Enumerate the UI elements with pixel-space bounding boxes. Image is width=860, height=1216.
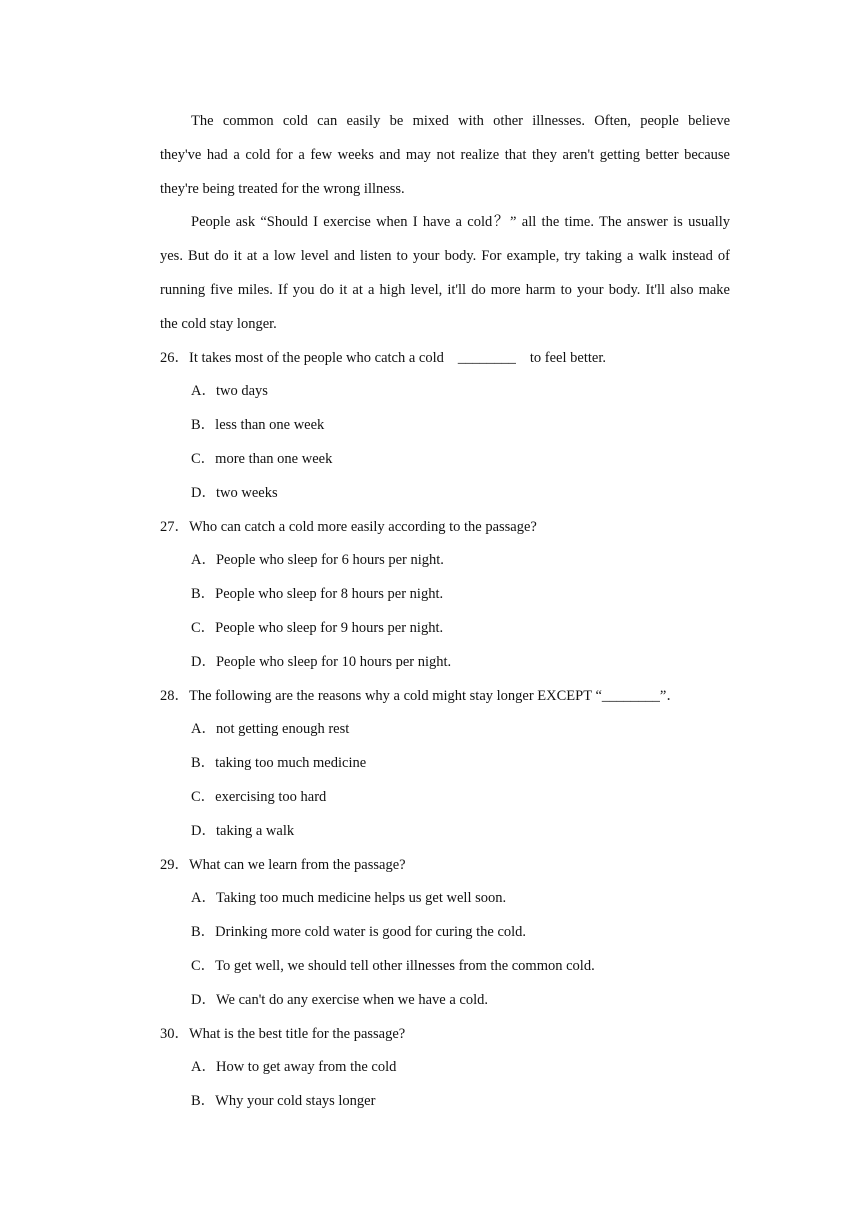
- option-letter: D．: [191, 991, 216, 1008]
- question-stem: [160, 342, 730, 376]
- option-b[interactable]: [160, 916, 730, 950]
- passage-line: they're being treated for the wrong illness.: [160, 180, 405, 197]
- question-number: 28．: [160, 687, 189, 704]
- option-c[interactable]: [160, 612, 730, 646]
- option-text: more than one week: [215, 450, 333, 467]
- option-text: exercising too hard: [215, 788, 327, 805]
- question-text-end: to feel better.: [529, 349, 606, 366]
- option-letter: A．: [191, 1059, 216, 1076]
- option-text: not getting enough rest: [215, 721, 350, 738]
- option-d[interactable]: [160, 984, 730, 1018]
- option-text: Why your cold stays longer: [215, 1093, 376, 1110]
- option-letter: C．: [191, 957, 216, 974]
- question-stem: [160, 849, 730, 883]
- option-text: less than one week: [215, 417, 325, 434]
- question-stem: [160, 511, 730, 545]
- question-number: 29．: [160, 856, 189, 873]
- option-letter: A．: [191, 552, 216, 569]
- option-a[interactable]: [160, 544, 730, 578]
- passage-line: People ask “Should I exercise when I have a cold？” all the time. The answer is usually: [191, 214, 730, 231]
- option-letter: A．: [191, 721, 216, 738]
- option-text: We can't do any exercise when we have a cold.: [215, 991, 488, 1008]
- question-28: [160, 680, 730, 849]
- option-text: taking a walk: [215, 822, 295, 839]
- option-c[interactable]: [160, 443, 730, 477]
- option-letter: C．: [191, 788, 216, 805]
- option-text: taking too much medicine: [215, 755, 367, 772]
- question-text: Who can catch a cold more easily according to the passage?: [189, 518, 537, 535]
- option-letter: C．: [191, 450, 216, 467]
- option-text: Drinking more cold water is good for curing the cold.: [215, 924, 527, 941]
- option-a[interactable]: [160, 713, 730, 747]
- option-a[interactable]: [160, 1051, 730, 1085]
- page-content: [160, 105, 730, 1119]
- passage-line: they've had a cold for a few weeks and may not realize that they aren't getting better because: [160, 146, 730, 163]
- option-text: Taking too much medicine helps us get well soon.: [215, 890, 507, 907]
- option-b[interactable]: [160, 747, 730, 781]
- option-b[interactable]: [160, 409, 730, 443]
- question-number: 30．: [160, 1025, 189, 1042]
- passage-line: running five miles. If you do it at a high level, it'll do more harm to your body. It'll also make: [160, 281, 730, 298]
- passage-paragraph-2: [160, 206, 730, 341]
- question-text: What is the best title for the passage?: [189, 1025, 406, 1042]
- option-text: People who sleep for 9 hours per night.: [215, 619, 444, 636]
- option-letter: B．: [191, 924, 216, 941]
- question-30: [160, 1018, 730, 1119]
- question-stem: [160, 1018, 730, 1052]
- question-text: What can we learn from the passage?: [189, 856, 406, 873]
- question-text: The following are the reasons why a cold might stay longer EXCEPT “________”．: [189, 687, 681, 704]
- option-text: People who sleep for 10 hours per night.: [215, 653, 452, 670]
- option-letter: D．: [191, 653, 216, 670]
- option-d[interactable]: [160, 815, 730, 849]
- question-26: [160, 342, 730, 511]
- option-text: two days: [215, 383, 268, 400]
- option-b[interactable]: [160, 1085, 730, 1119]
- option-a[interactable]: [160, 882, 730, 916]
- option-text: People who sleep for 8 hours per night.: [215, 586, 444, 603]
- option-a[interactable]: [160, 375, 730, 409]
- option-letter: B．: [191, 417, 216, 434]
- option-text: People who sleep for 6 hours per night.: [215, 552, 444, 569]
- option-d[interactable]: [160, 477, 730, 511]
- question-27: [160, 511, 730, 680]
- option-letter: D．: [191, 484, 216, 501]
- answer-blank: ________: [457, 349, 516, 366]
- passage-line: the cold stay longer.: [160, 315, 277, 332]
- option-letter: A．: [191, 383, 216, 400]
- option-text: two weeks: [215, 484, 278, 501]
- question-number: 26．: [160, 349, 189, 366]
- option-letter: C．: [191, 619, 216, 636]
- passage-paragraph-1: [160, 105, 730, 206]
- option-letter: B．: [191, 1093, 216, 1110]
- option-text: To get well, we should tell other illnesses from the common cold.: [215, 957, 595, 974]
- option-c[interactable]: [160, 950, 730, 984]
- passage-line: yes. But do it at a low level and listen to your body. For example, try taking a walk instead of: [160, 248, 730, 265]
- passage-line: The common cold can easily be mixed with other illnesses. Often, people believe: [191, 113, 730, 129]
- option-d[interactable]: [160, 646, 730, 680]
- question-stem: [160, 680, 730, 714]
- option-c[interactable]: [160, 781, 730, 815]
- question-text: It takes most of the people who catch a cold: [189, 349, 444, 366]
- question-number: 27．: [160, 518, 189, 535]
- option-text: How to get away from the cold: [215, 1059, 397, 1076]
- option-letter: D．: [191, 822, 216, 839]
- option-letter: B．: [191, 586, 216, 603]
- question-29: [160, 849, 730, 1018]
- option-letter: B．: [191, 755, 216, 772]
- option-letter: A．: [191, 890, 216, 907]
- option-b[interactable]: [160, 578, 730, 612]
